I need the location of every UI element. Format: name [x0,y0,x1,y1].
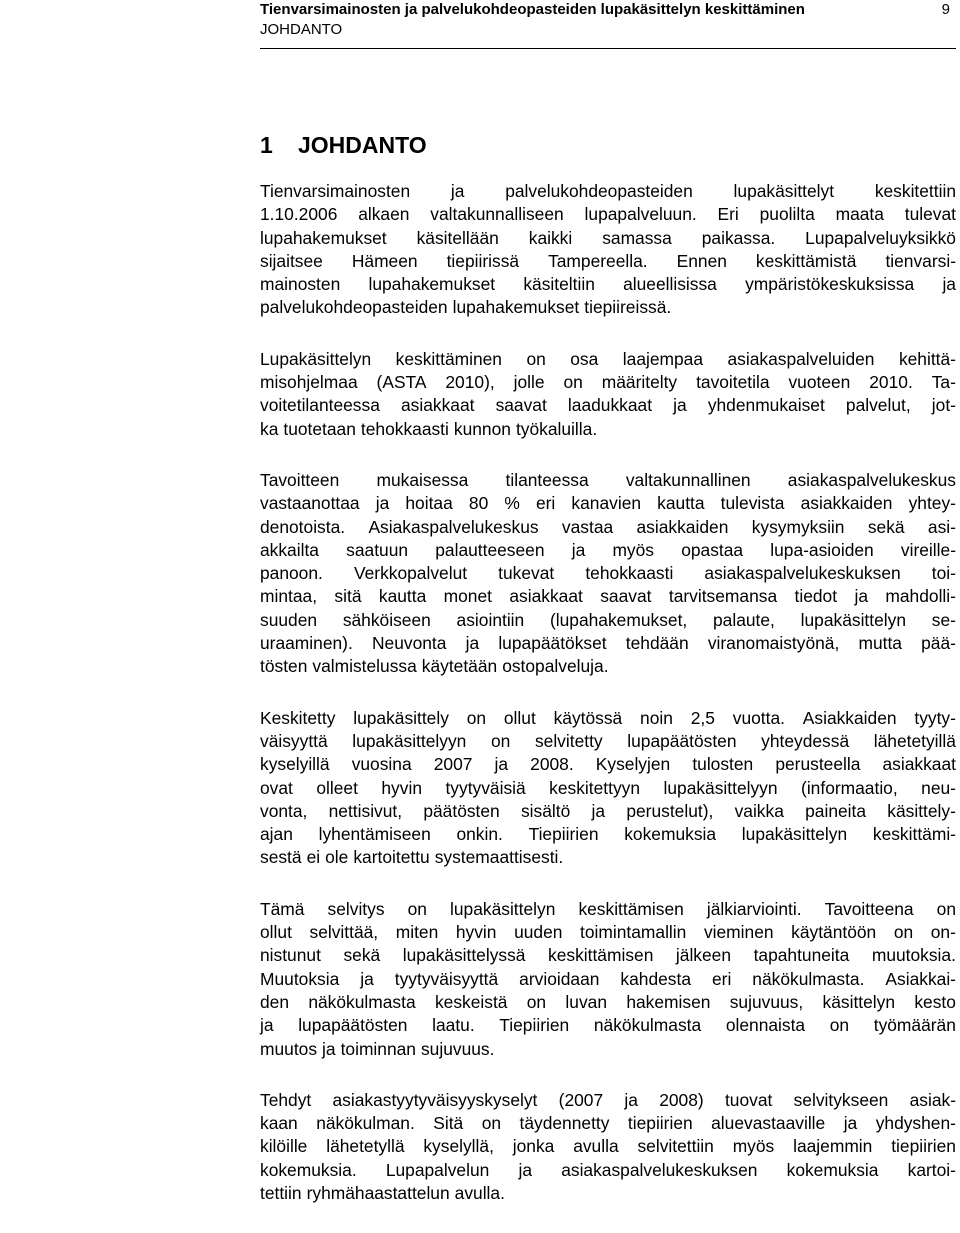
text-line: 1.10.2006 alkaen valtakunnalliseen lupapalveluun. Eri puolilta maata tulevat [260,204,956,225]
text-line: väisyyttä lupakäsittelyyn on selvitetty lupapäätösten yhteydessä lähetetyillä [260,730,956,751]
page-number: 9 [941,1,950,18]
chapter-number: 1 [260,132,273,158]
text-line: kyselyillä vuosina 2007 ja 2008. Kyselyjen tulosten perusteella asiakkaat [260,754,956,775]
text-line: ovat olleet hyvin tyytyväisiä keskitettyyn lupakäsittelyyn (informaatio, neu- [260,777,956,798]
text-line: sestä ei ole kartoitettu systemaattisesti. [260,847,564,868]
paragraph [260,348,956,441]
text-line: Keskitetty lupakäsittely on ollut käytössä noin 2,5 vuotta. Asiakkaiden tyyty- [260,707,956,728]
text-line: denotoista. Asiakaspalvelukeskus vastaa asiakkaiden kysymyksiin sekä asi- [260,516,956,537]
text-line: Tavoitteen mukaisessa tilanteessa valtakunnallinen asiakaspalvelukeskus [260,469,956,490]
text-line: Tämä selvitys on lupakäsittelyn keskittämisen jälkiarviointi. Tavoitteena on [260,898,956,919]
paragraph [260,469,956,679]
body-text [260,180,956,1233]
text-line: palvelukohdeopasteiden lupahakemukset tiepiireissä. [260,297,672,318]
text-line: lupahakemukset käsitellään kaikki samassa paikassa. Lupapalveluyksikkö [260,227,956,248]
text-line: kaan näkökulman. Sitä on täydennetty tiepiirien aluevastaaville ja yhdyshen- [260,1113,956,1134]
text-line: mintaa, sitä kautta monet asiakkaat saavat tarvitsemansa tiedot ja mahdolli- [260,586,956,607]
running-header [260,0,956,49]
text-line: mainosten lupahakemukset käsiteltiin alueellisissa ympäristökeskuksissa ja [260,274,956,295]
text-line: tösten valmistelussa käytetään ostopalveluja. [260,656,609,677]
text-line: misohjelmaa (ASTA 2010), jolle on määritelty tavoitetila vuoteen 2010. Ta- [260,372,956,393]
chapter-heading [260,130,427,160]
text-line: ja lupapäätösten laatu. Tiepiirien näkökulmasta olennaista on työmäärän [260,1015,956,1036]
text-line: akkailta saatuun palautteeseen ja myös opastaa lupa-asioiden vireille- [260,539,956,560]
text-line: ollut selvittää, miten hyvin uuden toimintamallin vieminen käytäntöön on on- [260,922,956,943]
text-line: ajan lyhentämiseen onkin. Tiepiirien kokemuksia lupakäsittelyn keskittämi- [260,824,956,845]
chapter-title: JOHDANTO [298,132,427,158]
paragraph [260,180,956,320]
header-title: Tienvarsimainosten ja palvelukohdeopasteiden lupakäsittelyn keskittäminen [260,1,805,18]
paragraph [260,1089,956,1205]
text-line: Tehdyt asiakastyytyväisyyskyselyt (2007 ja 2008) tuovat selvitykseen asiak- [260,1089,956,1110]
text-line: muutos ja toiminnan sujuvuus. [260,1038,495,1059]
text-line: suuden sähköiseen asiointiin (lupahakemukset, palaute, lupakäsittelyn se- [260,609,956,630]
text-line: Muutoksia ja tyytyväisyyttä arvioidaan kahdesta eri näkökulmasta. Asiakkai- [260,968,956,989]
paragraph [260,707,956,870]
text-line: vonta, nettisivut, päätösten sisältö ja perustelut), vaikka paineita käsittely- [260,800,956,821]
paragraph [260,898,956,1061]
text-line: uraaminen). Neuvonta ja lupapäätökset tehdään viranomaistyönä, mutta pää- [260,633,956,654]
text-line: ka tuotetaan tehokkaasti kunnon työkaluilla. [260,418,598,439]
header-subtitle: JOHDANTO [260,21,343,38]
text-line: voitetilanteessa asiakkaat saavat laadukkaat ja yhdenmukaiset palvelut, jot- [260,395,956,416]
text-line: Tienvarsimainosten ja palvelukohdeopasteiden lupakäsittelyt keskitettiin [260,181,956,201]
text-line: kokemuksia. Lupapalvelun ja asiakaspalvelukeskuksen kokemuksia kartoi- [260,1159,956,1180]
text-line: Lupakäsittelyn keskittäminen on osa laajempaa asiakaspalveluiden kehittä- [260,348,956,369]
text-line: panoon. Verkkopalvelut tukevat tehokkaasti asiakaspalvelukeskuksen toi- [260,563,956,584]
text-line: vastaanottaa ja hoitaa 80 % eri kanavien kautta tulevista asiakkaiden yhtey- [260,493,956,514]
text-line: kilöille lähetetyllä kyselyllä, jonka avulla selvitettiin myös laajemmin tiepiirien [260,1136,956,1157]
text-line: sijaitsee Hämeen tiepiirissä Tampereella. Ennen keskittämistä tienvarsi- [260,250,956,271]
text-line: tettiin ryhmähaastattelun avulla. [260,1182,505,1203]
text-line: nistunut sekä lupakäsittelyssä keskittämisen jälkeen tapahtuneita muutoksia. [260,945,956,966]
text-line: den näkökulmasta keskeistä on luvan hakemisen sujuvuus, käsittelyn kesto [260,991,956,1012]
